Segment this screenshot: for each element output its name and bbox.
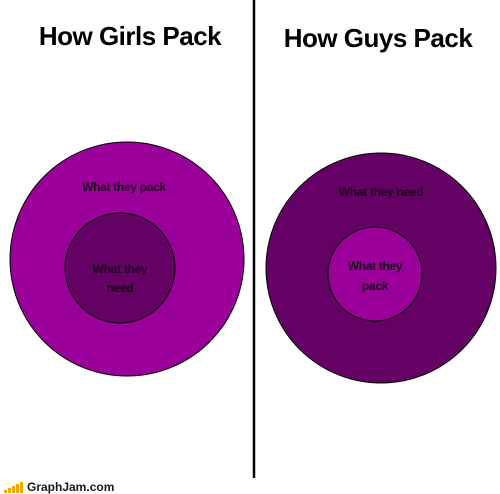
guys-inner-label-line2: pack <box>361 279 389 293</box>
girls-inner-label-line1: What they <box>92 262 148 276</box>
bar-chart-icon <box>4 481 23 493</box>
footer-site-name: GraphJam.com <box>27 480 115 494</box>
guys-panel <box>266 23 496 383</box>
guys-panel-title: How Guys Pack <box>283 23 473 53</box>
guys-inner-circle <box>328 227 422 321</box>
girls-panel-title: How Girls Pack <box>38 21 222 51</box>
guys-inner-label-line1: What they <box>347 259 403 273</box>
footer-watermark <box>4 477 114 493</box>
girls-outer-label: What they pack <box>82 180 166 194</box>
guys-outer-label: What they need <box>338 185 424 199</box>
girls-panel <box>10 21 244 376</box>
girls-inner-label-line2: need <box>106 281 134 295</box>
